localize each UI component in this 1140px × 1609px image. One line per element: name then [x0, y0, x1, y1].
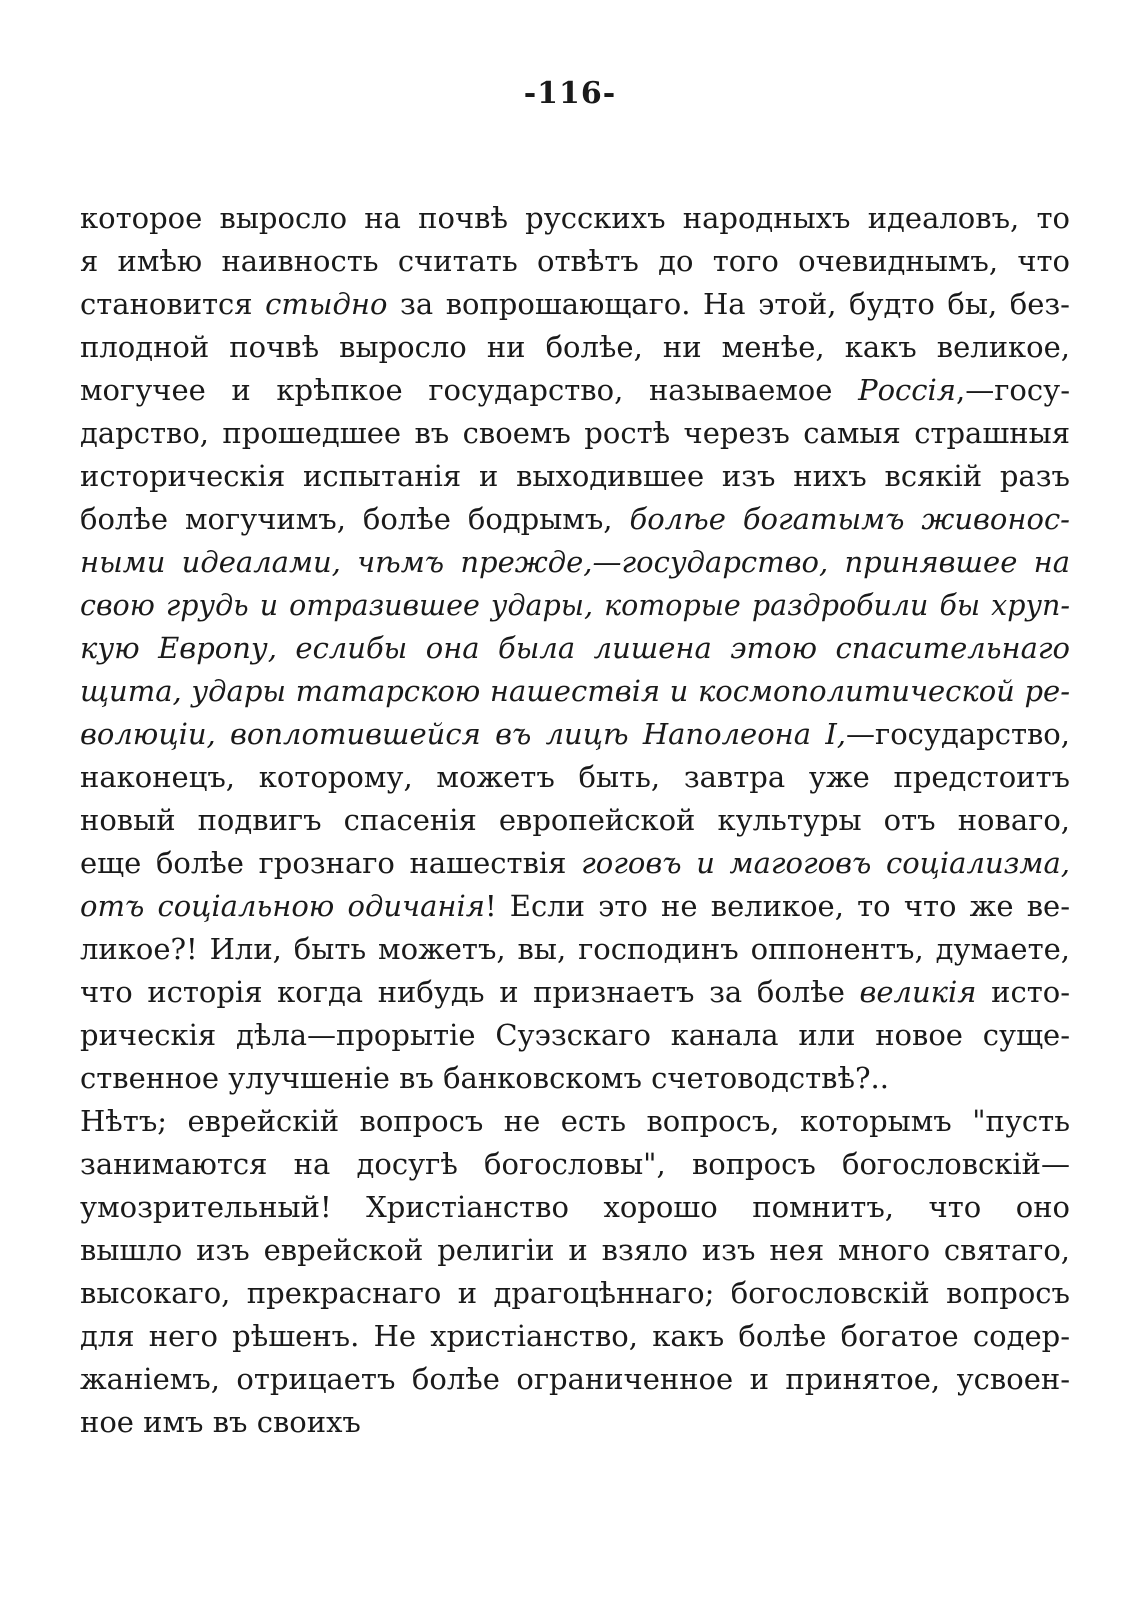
- text-line: высокаго, прекраснаго и драгоцѣннаго; богословскій вопросъ: [80, 1276, 1070, 1310]
- text-line: ное имъ въ своихъ: [80, 1405, 361, 1439]
- text-line: занимаются на досугѣ богословы", вопросъ богословскій—: [80, 1147, 1070, 1181]
- text-line: дарство, прошедшее въ своемъ ростѣ черезъ самыя страшныя: [80, 416, 1070, 450]
- text-line: волюціи, воплотившейся въ лицѣ Наполеона I,—государство,: [80, 717, 1070, 751]
- italic-emphasis: кую Европу, еслибы она была лишена этою спасительнаго: [80, 631, 1070, 665]
- page-number: -116-: [523, 76, 617, 111]
- text-line: [80, 627, 1070, 670]
- body-text: [80, 197, 1070, 1444]
- italic-emphasis: великія: [859, 975, 977, 1009]
- text-line: которое выросло на почвѣ русскихъ народныхъ идеаловъ, то: [80, 201, 1070, 235]
- text-line: болѣе могучимъ, болѣе бодрымъ, болѣе богатымъ живонос-: [80, 502, 1070, 536]
- text-line: Нѣтъ; еврейскій вопросъ не есть вопросъ, которымъ "пусть: [80, 1104, 1070, 1138]
- text-line: [80, 670, 1070, 713]
- italic-emphasis: ными идеалами, чѣмъ прежде,—государство, принявшее на: [80, 545, 1070, 579]
- text-line: рическія дѣла—прорытіе Суэзскаго канала или новое суще-: [80, 1018, 1070, 1052]
- italic-emphasis: щита, удары татарскою нашествія и космополитической ре-: [80, 674, 1070, 708]
- text-line: жаніемъ, отрицаетъ болѣе ограниченное и принятое, усвоен-: [80, 1362, 1070, 1396]
- text-line: плодной почвѣ выросло ни болѣе, ни менѣе, какъ великое,: [80, 330, 1070, 364]
- text-line: могучее и крѣпкое государство, называемое Россія,—госу-: [80, 373, 1070, 407]
- italic-emphasis: отъ соціальною одичанія: [80, 889, 485, 923]
- italic-emphasis: стыдно: [265, 287, 388, 321]
- text-line: наконецъ, которому, можетъ быть, завтра уже предстоитъ: [80, 760, 1070, 794]
- text-line: [80, 584, 1070, 627]
- text-line: отъ соціальною одичанія! Если это не великое, то что же ве-: [80, 889, 1070, 923]
- text-line: я имѣю наивность считать отвѣтъ до того очевиднымъ, что: [80, 244, 1070, 278]
- text-line: [80, 541, 1070, 584]
- italic-emphasis: гоговъ и магоговъ соціализма,: [581, 846, 1070, 880]
- text-line: еще болѣе грознаго нашествія гоговъ и магоговъ соціализма,: [80, 846, 1070, 880]
- italic-emphasis: Россія: [858, 373, 957, 407]
- text-line: историческія испытанія и выходившее изъ нихъ всякій разъ: [80, 459, 1070, 493]
- text-line: становится стыдно за вопрошающаго. На этой, будто бы, без-: [80, 287, 1070, 321]
- text-line: ственное улучшеніе въ банковскомъ счетоводствѣ?..: [80, 1061, 889, 1095]
- text-line: для него рѣшенъ. Не христіанство, какъ болѣе богатое содер-: [80, 1319, 1070, 1353]
- italic-emphasis: болѣе богатымъ живонос-: [629, 502, 1070, 536]
- text-line: что исторія когда нибудь и признаетъ за болѣе великія исто-: [80, 975, 1070, 1009]
- text-line: ликое?! Или, быть можетъ, вы, господинъ оппонентъ, думаете,: [80, 932, 1070, 966]
- italic-emphasis: свою грудь и отразившее удары, которые раздробили бы хруп-: [80, 589, 1070, 622]
- text-line: вышло изъ еврейской религіи и взяло изъ нея много святаго,: [80, 1233, 1070, 1267]
- text-line: умозрительный! Христіанство хорошо помнитъ, что оно: [80, 1190, 1070, 1224]
- italic-emphasis: волюціи, воплотившейся въ лицѣ Наполеона I,: [80, 717, 847, 751]
- text-line: новый подвигъ спасенія европейской культуры отъ новаго,: [80, 803, 1070, 837]
